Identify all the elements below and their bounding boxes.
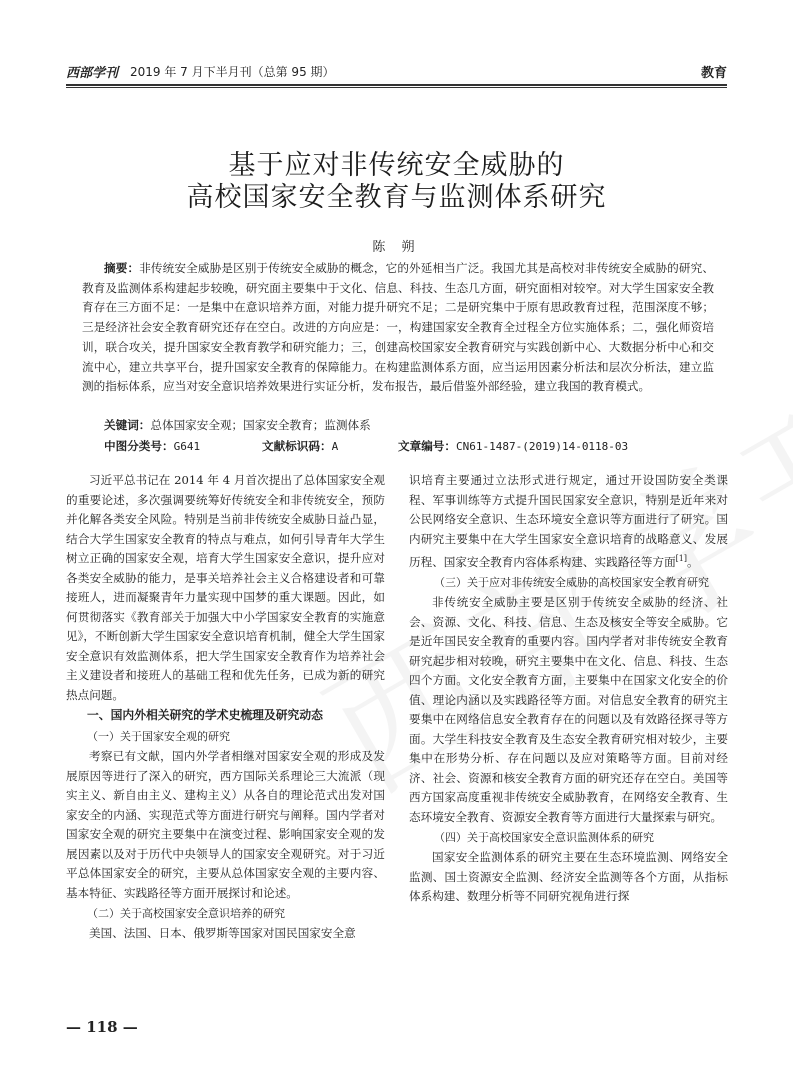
- body-paragraph: [409, 471, 728, 572]
- subsection-heading: （四）关于高校国家安全意识监测体系的研究: [434, 831, 654, 845]
- keywords-label: 关键词：: [104, 418, 151, 432]
- abstract: [82, 259, 714, 397]
- keywords-text: 总体国家安全观；国家安全教育；监测体系: [150, 418, 371, 432]
- subsection-heading: （二）关于高校国家安全意识培养的研究: [87, 907, 285, 920]
- body-paragraph: 美国、法国、日本、俄罗斯等国家对国民国家安全意: [89, 926, 356, 940]
- body-text-end: 。: [687, 554, 699, 569]
- citation-ref[interactable]: [1]: [675, 554, 688, 563]
- clc-number: [104, 438, 200, 454]
- article-no-value: CN61-1487-(2019)14-0118-03: [455, 440, 629, 453]
- body-paragraph: 习近平总书记在 2014 年 4 月首次提出了总体国家安全观的重要论述，多次强调要统筹好传统安全和非传统安全，预防并化解各类安全风险。特别是当前非传统安全威胁日益凸显，结合大学生国家安全教育的特点与难点，如何引导青年大学生树立正确的国家安全观，培育大学生国家安全意识，提升应对各类安全威胁的能力，是事关培养社会主义合格建设者和可靠接班人，进而凝聚青年力量实现中国梦的重大课题。因此，如何贯彻落实《教育部关于加强大中小学国家安全教育的实施意见》，不断创新大学生国家安全意识培育机制，健全大学生国家安全意识有效监测体系，把大学生国家安全教育作为培养社会主义建设者和接班人的基础工程和优先任务，已成为新的研究热点问题。: [66, 473, 385, 702]
- journal-issue: 2019 年 7 月下半月刊（总第 95 期）: [130, 65, 335, 79]
- body-paragraph: 考察已有文献，国内外学者相继对国家安全观的形成及发展原因等进行了深入的研究，西方国际关系理论三大流派（现实主义、新自由主义、建构主义）从各自的理论范式出发对国家安全的内涵、实现范式等方面进行研究与阐释。国内学者对国家安全观的研究主要集中在演变过程、影响国家安全观的发展因素以及对于历代中央领导人的国家安全观研究。对于习近平总体国家安全的研究，主要从总体国家安全观的主要内容、基本特征、实践路径等方面开展探讨和论述。: [66, 749, 385, 900]
- header-rule-thin: [66, 87, 727, 88]
- clc-value: G641: [173, 440, 201, 453]
- clc-label: 中图分类号：: [104, 439, 174, 453]
- abstract-label: 摘要：: [104, 261, 140, 275]
- body-text: 识培育主要通过立法形式进行规定，通过开设国防安全类课程、军事训练等方式提升国民国家安全意识，特别是近年来对公民网络安全意识、生态环境安全意识等方面进行了研究。国内研究主要集中在大学生国家安全意识培育的战略意义、发展历程、国家安全教育内容体系构建、实践路径等方面: [409, 473, 728, 569]
- article-no-label: 文章编号：: [398, 439, 456, 453]
- abstract-text: 非传统安全威胁是区别于传统安全威胁的概念，它的外延相当广泛。我国尤其是高校对非传统安全威胁的研究、教育及监测体系构建起步较晚，研究面主要集中于文化、信息、科技、生态几方面，研究面相对较窄。对大学生国家安全教育存在三方面不足：一是集中在意识培养方面，对能力提升研究不足；二是研究集中于原有思政教育过程，范围深度不够；三是经济社会安全教育研究还存在空白。改进的方向应是：一，构建国家安全教育全过程全方位实施体系；二，强化师资培训，联合攻关，提升国家安全教育教学和研究能力；三，创建高校国家安全教育研究与实践创新中心、大数据分析中心和交流中心，建立共享平台，提升国家安全教育的保障能力。在构建监测体系方面，应当运用因素分析法和层次分析法，建立监测的指标体系，应当对安全意识培养效果进行实证分析，发布报告，最后借鉴外部经验，建立我国的教育模式。: [82, 261, 714, 394]
- section-name: 教育: [700, 66, 727, 81]
- doc-code-label: 文献标识码：: [262, 439, 332, 453]
- page-number: — 118 —: [66, 1018, 138, 1036]
- header-rule: [66, 84, 727, 86]
- running-header: [66, 62, 727, 82]
- section-heading: 一、国内外相关研究的学术史梳理及研究动态: [87, 708, 323, 722]
- body-paragraph: 非传统安全威胁主要是区别于传统安全威胁的经济、社会、资源、文化、科技、信息、生态及核安全等安全威胁。它是近年国民安全教育的重要内容。国内学者对非传统安全教育研究起步相对较晚，研究主要集中在文化、信息、科技、生态四个方面。文化安全教育方面，主要集中在国家文化安全的价值、理论内涵以及实践路径等方面。对信息安全教育的研究主要集中在网络信息安全教育存在的问题以及有效路径探寻等方面。大学生科技安全教育及生态安全教育研究相对较少，主要集中在形势分析、存在问题以及应对策略等方面。目前对经济、社会、资源和核安全教育方面的研究还存在空白。美国等西方国家高度重视非传统安全威胁教育，在网络安全教育、生态环境安全教育、资源安全教育等方面进行大量探索与研究。: [409, 595, 728, 824]
- article-number: [398, 438, 628, 454]
- document-code: [262, 438, 338, 454]
- keywords: [104, 417, 371, 433]
- doc-code-value: A: [331, 440, 339, 453]
- author: 陈 朔: [372, 240, 421, 255]
- journal-logo: 西部学刊: [66, 66, 119, 81]
- body-paragraph: 国家安全监测体系的研究主要在生态环境监测、网络安全监测、国土资源安全监测、经济安全监测等各个方面，从指标体系构建、数理分析等不同研究视角进行探: [409, 850, 728, 904]
- paper-title-line-1: 基于应对非传统安全威胁的: [228, 150, 565, 181]
- body-column-right: [409, 471, 728, 907]
- subsection-heading: （一）关于国家安全观的研究: [87, 730, 230, 743]
- subsection-heading: （三）关于应对非传统安全威胁的高校国家安全教育研究: [434, 576, 709, 590]
- paper-title-line-2: 高校国家安全教育与监测体系研究: [186, 182, 607, 213]
- body-column-left: [66, 471, 385, 944]
